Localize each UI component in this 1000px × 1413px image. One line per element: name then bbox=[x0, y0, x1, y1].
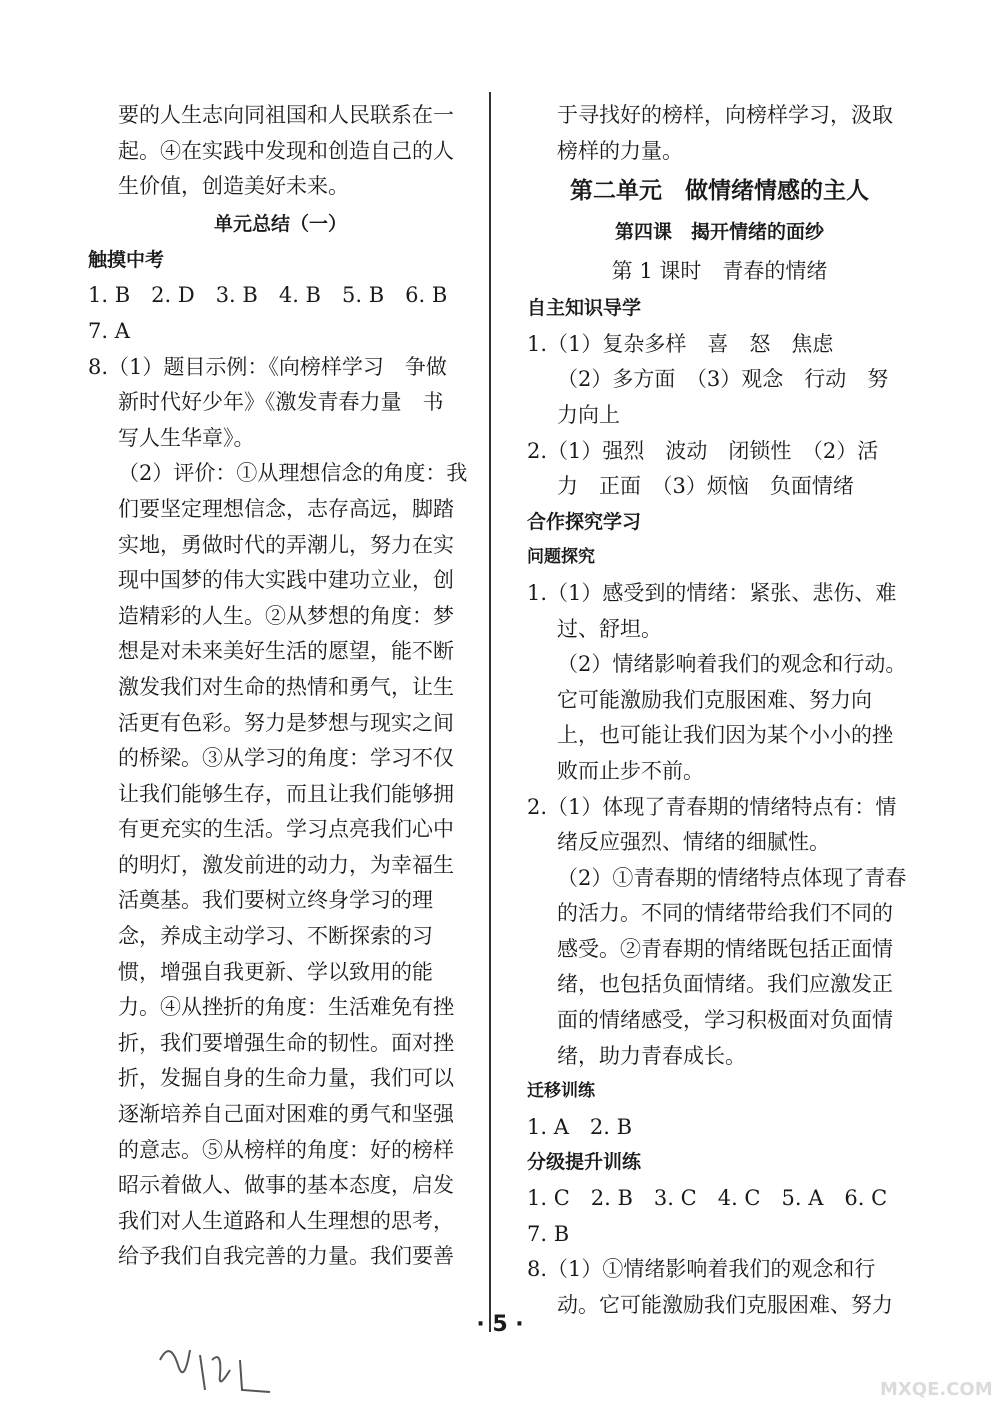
answer-line: 败而止步不前。 bbox=[557, 758, 704, 783]
answer-line: 现中国梦的伟大实践中建功立业，创 bbox=[118, 568, 454, 593]
answer-line: 绪反应强烈、情绪的细腻性。 bbox=[557, 830, 830, 855]
answer-line: 感受。②青春期的情绪既包括正面情 bbox=[557, 936, 893, 961]
answer-row: 7. B bbox=[527, 1221, 570, 1246]
answer-line: 惯，增强自我更新、学以致用的能 bbox=[118, 959, 433, 984]
unit-summary-title: 单元总结（一） bbox=[213, 212, 347, 235]
answer-line: 1.（1）感受到的情绪：紧张、悲伤、难 bbox=[527, 580, 897, 605]
answer-line: 造精彩的人生。②从梦想的角度：梦 bbox=[118, 603, 454, 628]
answer-line: 2.（1）强烈 波动 闭锁性 （2）活 bbox=[527, 438, 879, 463]
answer-line: 8.（1）①情绪影响着我们的观念和行 bbox=[527, 1257, 876, 1282]
section-heading: 自主知识导学 bbox=[527, 297, 642, 320]
answer-line: 折，发掘自身的生命力量，我们可以 bbox=[118, 1066, 454, 1091]
subsection-heading: 问题探究 bbox=[527, 547, 595, 568]
lesson-title: 第四课 揭开情绪的面纱 bbox=[614, 221, 824, 244]
answer-line: （2）情绪影响着我们的观念和行动。 bbox=[557, 652, 907, 677]
answer-line: 的明灯，激发前进的动力，为幸福生 bbox=[118, 852, 454, 877]
answer-line: 力 正面 （3）烦恼 负面情绪 bbox=[557, 474, 854, 499]
answer-line: 2.（1）体现了青春期的情绪特点有：情 bbox=[527, 794, 897, 819]
answer-line: 有更充实的生活。学习点亮我们心中 bbox=[118, 817, 454, 842]
answer-line: 过、舒坦。 bbox=[557, 616, 662, 641]
answer-line: 激发我们对生命的热情和勇气，让生 bbox=[118, 674, 454, 699]
answer-line: 想是对未来美好生活的愿望，能不断 bbox=[118, 639, 454, 664]
answer-line: 面的情绪感受，学习积极面对负面情 bbox=[557, 1008, 893, 1033]
text-line: 要的人生志向同祖国和人民联系在一 bbox=[118, 103, 454, 127]
text-line: 生价值，创造美好未来。 bbox=[118, 174, 349, 199]
text-line: 于寻找好的榜样，向榜样学习，汲取 bbox=[557, 103, 893, 127]
page-number: · 5 · bbox=[476, 1312, 524, 1337]
answer-line: 绪，助力青春成长。 bbox=[557, 1043, 746, 1068]
answer-line: 写人生华章》。 bbox=[118, 425, 255, 450]
answer-row: 1. B 2. D 3. B 4. B 5. B 6. B bbox=[88, 283, 448, 308]
section-heading: 合作探究学习 bbox=[527, 510, 642, 533]
answer-line: 的桥梁。③从学习的角度：学习不仅 bbox=[118, 746, 454, 771]
answer-line: 们要坚定理想信念，志存高远，脚踏 bbox=[118, 496, 454, 521]
right-column bbox=[527, 98, 912, 1323]
period-title: 第 1 课时 青春的情绪 bbox=[611, 259, 828, 284]
answer-line: 的意志。⑤从榜样的角度：好的榜样 bbox=[118, 1137, 454, 1162]
answer-line: 的活力。不同的情绪带给我们不同的 bbox=[557, 901, 893, 926]
answer-row: 1. C 2. B 3. C 4. C 5. A 6. C bbox=[527, 1186, 888, 1211]
answer-line: （2）多方面 （3）观念 行动 努 bbox=[557, 367, 889, 392]
text-line: 起。④在实践中发现和创造自己的人 bbox=[118, 138, 454, 163]
watermark-text: MXQE.COM bbox=[880, 1379, 993, 1400]
answer-line: 念，养成主动学习、不断探索的习 bbox=[118, 924, 433, 949]
answer-line: （2）①青春期的情绪特点体现了青春 bbox=[557, 865, 907, 890]
answer-line: 力向上 bbox=[557, 402, 620, 427]
answer-line: 动。它可能激励我们克服困难、努力 bbox=[557, 1292, 893, 1317]
question-line: 8.（1）题目示例：《向榜样学习 争做 bbox=[88, 354, 447, 379]
answer-line: 给予我们自我完善的力量。我们要善 bbox=[118, 1244, 454, 1269]
answer-line: 我们对人生道路和人生理想的思考， bbox=[118, 1208, 454, 1233]
answer-row: 1. A 2. B bbox=[527, 1114, 633, 1139]
answer-line: 力。④从挫折的角度：生活难免有挫 bbox=[118, 995, 454, 1020]
section-heading: 迁移训练 bbox=[527, 1081, 595, 1102]
answer-line: 让我们能够生存，而且让我们能够拥 bbox=[118, 781, 454, 806]
answer-line: 活奠基。我们要树立终身学习的理 bbox=[118, 888, 433, 913]
left-column bbox=[88, 98, 473, 1275]
answer-line: 折，我们要增强生命的韧性。面对挫 bbox=[118, 1030, 454, 1055]
answer-line: 1.（1）复杂多样 喜 怒 焦虑 bbox=[527, 331, 834, 356]
unit-title: 第二单元 做情绪情感的主人 bbox=[570, 178, 869, 205]
answer-line: 活更有色彩。努力是梦想与现实之间 bbox=[118, 710, 454, 735]
answer-line: 上，也可能让我们因为某个小小的挫 bbox=[557, 723, 893, 748]
answer-line: 绪，也包括负面情绪。我们应激发正 bbox=[557, 972, 893, 997]
text-line: 榜样的力量。 bbox=[557, 138, 683, 163]
answer-line: 新时代好少年》《激发青春力量 书 bbox=[118, 390, 444, 415]
section-heading: 分级提升训练 bbox=[527, 1151, 642, 1174]
section-heading: 触摸中考 bbox=[88, 248, 165, 271]
answer-line: 逐渐培养自己面对困难的勇气和坚强 bbox=[118, 1102, 454, 1127]
answer-line: 实地，勇做时代的弄潮儿，努力在实 bbox=[118, 532, 454, 557]
answer-line: 它可能激励我们克服困难、努力向 bbox=[557, 687, 872, 712]
handwritten-scribble bbox=[150, 1330, 280, 1400]
answer-row: 7. A bbox=[88, 318, 130, 343]
answer-line: （2）评价：①从理想信念的角度：我 bbox=[118, 461, 468, 486]
column-divider bbox=[489, 92, 491, 1332]
watermark-logo bbox=[880, 1330, 993, 1400]
answer-line: 昭示着做人、做事的基本态度，启发 bbox=[118, 1173, 454, 1198]
